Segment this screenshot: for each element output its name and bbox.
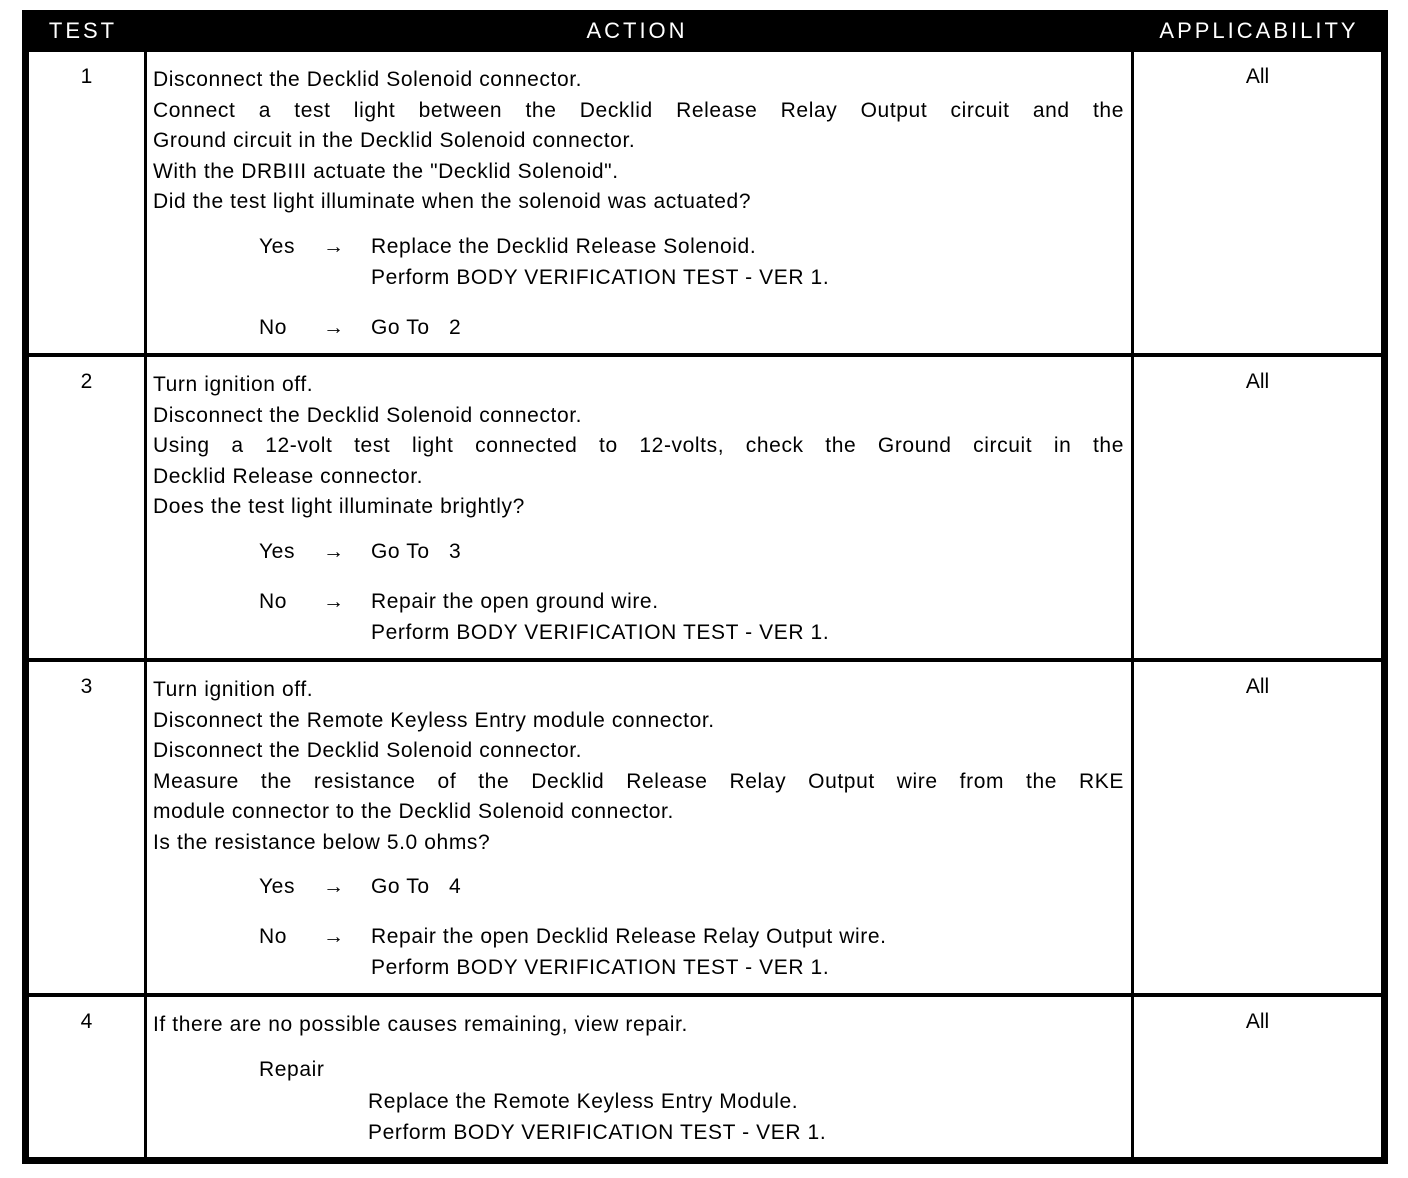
no-result: [371, 922, 1111, 983]
applicability-value: All: [1245, 370, 1270, 393]
test-cell: [29, 662, 144, 993]
diagnostic-table: [22, 10, 1388, 1164]
applicability-value: All: [1245, 1010, 1270, 1033]
no-result: [371, 587, 1111, 648]
action-line: Measure the resistance of the Decklid Release Relay Output wire from the RKE: [153, 769, 1124, 793]
table-row-test-2: [22, 357, 1388, 658]
result-line: Repair the open Decklid Release Relay Output wire.: [371, 925, 887, 948]
action-line: Does the test light illuminate brightly?: [153, 495, 525, 518]
action-line: Disconnect the Decklid Solenoid connector.: [153, 68, 583, 91]
action-line: Did the test light illuminate when the solenoid was actuated?: [153, 190, 752, 213]
result-line: Repair the open ground wire.: [371, 590, 659, 613]
no-label: No: [259, 590, 288, 613]
repair-label: Repair: [259, 1058, 325, 1081]
action-line: Disconnect the Decklid Solenoid connector.: [153, 739, 583, 762]
action-cell: [147, 52, 1131, 353]
action-text: [153, 370, 1124, 523]
action-line: Turn ignition off.: [153, 678, 314, 701]
result-line: Replace the Decklid Release Solenoid.: [371, 235, 757, 258]
action-line: module connector to the Decklid Solenoid connector.: [153, 800, 674, 823]
test-number: 3: [80, 675, 93, 698]
action-line: Turn ignition off.: [153, 373, 314, 396]
result-line: Replace the Remote Keyless Entry Module.: [368, 1090, 799, 1113]
applicability-cell: [1134, 662, 1381, 993]
action-line: If there are no possible causes remaining, view repair.: [153, 1013, 688, 1036]
yes-label: Yes: [259, 235, 296, 258]
action-cell: [147, 357, 1131, 658]
applicability-value: All: [1245, 675, 1270, 698]
test-cell: [29, 357, 144, 658]
action-line: Disconnect the Decklid Solenoid connector.: [153, 403, 583, 427]
table-row-test-1: [22, 52, 1388, 353]
result-line: Go To 2: [371, 316, 462, 339]
applicability-value: All: [1245, 65, 1270, 88]
arrow-icon: →: [323, 316, 345, 339]
action-line: Ground circuit in the Decklid Solenoid connector.: [153, 129, 636, 152]
yes-result: [371, 232, 1111, 293]
table-row-test-3: [22, 662, 1388, 993]
no-result: [371, 313, 1111, 344]
action-line: Decklid Release connector.: [153, 464, 424, 488]
table-header: [22, 10, 1388, 50]
action-line: Is the resistance below 5.0 ohms?: [153, 830, 491, 854]
test-cell: [29, 52, 144, 353]
yes-result: [371, 537, 1111, 568]
result-line: Go To 3: [371, 540, 462, 563]
action-cell: [147, 662, 1131, 993]
test-number: 1: [80, 65, 93, 88]
arrow-icon: →: [323, 235, 345, 258]
action-line: Using a 12-volt test light connected to 12-volts, check the Ground circuit in the: [153, 434, 1124, 457]
action-cell: [147, 997, 1131, 1157]
applicability-cell: [1134, 997, 1381, 1157]
result-line: Go To 4: [371, 875, 462, 898]
applicability-cell: [1134, 52, 1381, 353]
result-line: Perform BODY VERIFICATION TEST - VER 1.: [371, 265, 830, 289]
arrow-icon: →: [323, 540, 345, 563]
test-number: 2: [80, 370, 93, 393]
result-line: Perform BODY VERIFICATION TEST - VER 1.: [371, 955, 830, 979]
applicability-cell: [1134, 357, 1381, 658]
action-text: [153, 675, 1124, 858]
header-applicability: APPLICABILITY: [1159, 18, 1359, 43]
result-line: Perform BODY VERIFICATION TEST - VER 1.: [368, 1120, 827, 1144]
test-cell: [29, 997, 144, 1157]
action-text: [153, 1010, 1124, 1041]
action-line: Connect a test light between the Decklid Release Relay Output circuit and the: [153, 98, 1124, 122]
yes-label: Yes: [259, 540, 296, 563]
header-test: TEST: [48, 18, 118, 43]
action-line: With the DRBIII actuate the "Decklid Solenoid".: [153, 159, 619, 183]
header-action: ACTION: [586, 18, 688, 43]
table-row-test-4: [22, 997, 1388, 1157]
result-line: Perform BODY VERIFICATION TEST - VER 1.: [371, 620, 830, 644]
arrow-icon: →: [323, 925, 345, 948]
no-label: No: [259, 316, 288, 339]
test-number: 4: [80, 1010, 93, 1033]
action-line: Disconnect the Remote Keyless Entry module connector.: [153, 708, 715, 732]
arrow-icon: →: [323, 590, 345, 613]
action-text: [153, 65, 1124, 218]
no-label: No: [259, 925, 288, 948]
yes-result: [371, 872, 1111, 903]
arrow-icon: →: [323, 875, 345, 898]
yes-label: Yes: [259, 875, 296, 898]
repair-result: [368, 1087, 826, 1148]
